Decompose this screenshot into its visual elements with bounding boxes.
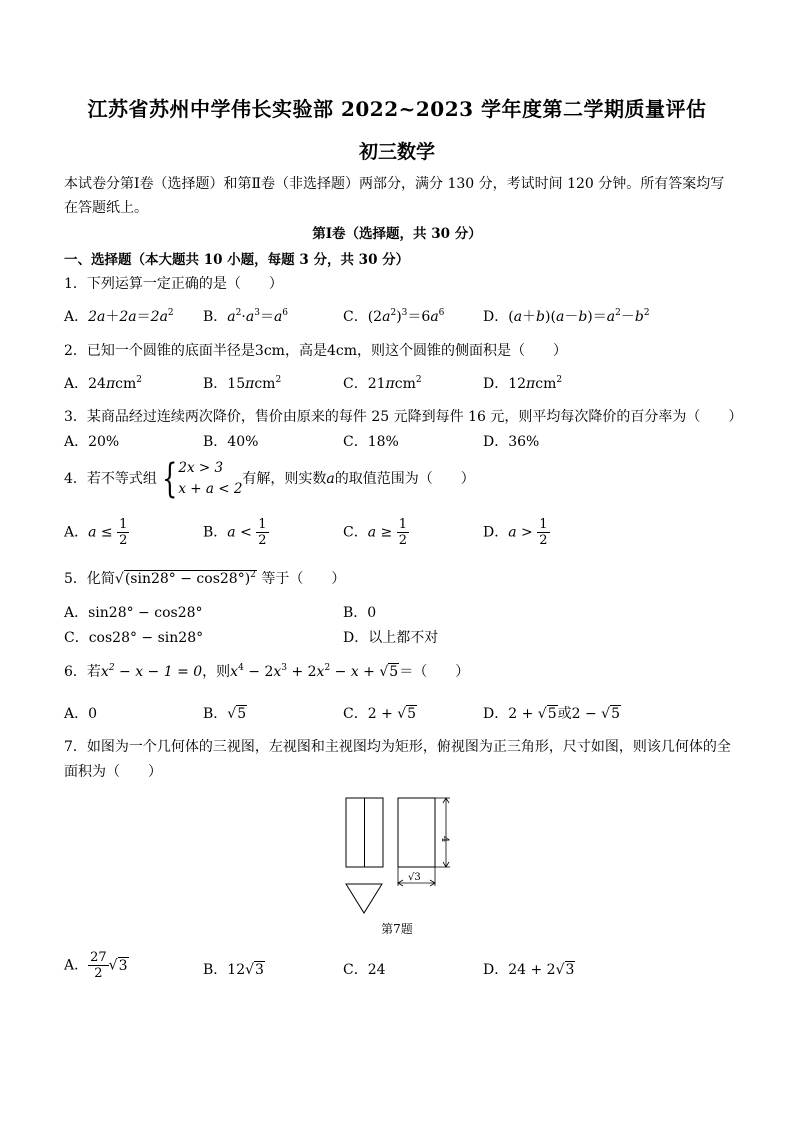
q5-option-d: D．以上都不对 [343,630,439,646]
q2-radius: 3cm [254,343,285,359]
front-view-rectangle [398,798,435,867]
q6-stem-part-c: ＝（ ） [399,664,470,680]
q2-stem-part-a: 2．已知一个圆锥的底面半径是 [64,343,255,359]
q4-stem-part-a: 4．若不等式组 [64,471,157,487]
width-label: √3 [408,872,421,883]
q5-option-c: C．cos28° − sin28° [64,630,204,646]
q1-option-a: A．$2a+2a=2a^2$ [64,308,174,325]
q4-option-a: A．a ≤ $\frac{1}{2}$ [64,517,128,548]
q5-stem-part-a: 5．化简 [64,571,115,587]
q3-option-c: C．18% [343,434,399,450]
question-6-options [64,703,764,727]
exam-title: 江苏省苏州中学伟长实验部 2022~2023 学年度第二学期质量评估 [87,97,707,121]
q4-option-c: C．a ≥ $\frac{1}{2}$ [343,517,407,548]
q1-option-d: D．$(a+b)(a-b)=a^2-b^2$ [483,308,650,325]
q4-variable: a [326,471,335,487]
question-4-stem [64,458,475,500]
q7-option-b: B．12√3 [203,962,264,978]
question-5-stem [64,568,345,588]
question-2-stem [64,340,567,360]
question-7-options [64,950,764,990]
question-3-options [64,431,764,455]
inequality-1: 2x > 3 [178,460,224,476]
inequality-2: x + a < 2 [178,481,243,497]
q2-height: 4cm [326,343,357,359]
question-6-stem [64,661,469,681]
q2-stem-part-c: ，则这个圆锥的侧面积是（ ） [356,343,567,359]
q1-option-c: C．$(2a^2)^3=6a^6$ [343,308,445,325]
q6-expression: $x^4 - 2x^3 + 2x^2 - x + √5$ [230,663,399,680]
q7-option-a: A． $\frac{27}{2}$ √3 [64,950,128,981]
question-2-options [64,373,764,397]
height-label: 4 [439,836,450,843]
question-5-options-row-2 [64,627,764,651]
q4-stem-part-b: 有解，则实数 [242,471,327,487]
q7-option-c: C．24 [343,962,386,978]
three-view-figure [330,790,470,920]
section-1-heading: 一、选择题（本大题共 10 小题，每题 3 分，共 30 分） [64,252,410,268]
exam-intro: 本试卷分第Ⅰ卷（选择题）和第Ⅱ卷（非选择题）两部分，满分 130 分，考试时间 120 分钟。所有答案均写在答题纸上。 [64,176,725,216]
q4-option-d: D．a > $\frac{1}{2}$ [483,517,548,548]
question-1-options [64,306,764,330]
q6-option-c: C．2 + √5 [343,706,417,722]
q1-option-b: B．$a^2\cdot a^3=a^6$ [203,308,289,325]
q5-stem-part-b: 等于（ ） [261,571,346,587]
q6-option-b: B．√5 [203,706,247,722]
q5-radical-expression: $√(\sin 28^\circ - \cos 28^\circ)^2$ [114,570,256,587]
q2-stem-part-b: ，高是 [284,343,327,359]
q6-equation: $x^2 - x - 1 = 0$ [100,663,203,680]
q6-stem-part-b: ，则 [202,664,231,680]
q4-stem-part-c: 的取值范围为（ ） [334,471,475,487]
q2-option-c: C．21πcm$^2$ [343,375,422,392]
question-7-stem-line-2: 面积为（ ） [64,764,162,780]
q6-stem-part-a: 6．若 [64,664,101,680]
question-5-options-row-1 [64,602,764,626]
question-4-options [64,517,764,557]
system-brace-icon: { [162,456,178,502]
inequality-system [178,458,242,500]
q6-option-a: A．0 [64,706,98,722]
q2-option-a: A．24πcm$^2$ [64,375,142,392]
exam-subtitle: 初三数学 [358,141,435,163]
q3-option-a: A．20% [64,434,120,450]
top-view-triangle [346,884,382,913]
q3-option-d: D．36% [483,434,540,450]
q2-option-b: B．15πcm$^2$ [203,375,282,392]
q3-option-b: B．40% [203,434,259,450]
part-1-heading: 第Ⅰ卷（选择题，共 30 分） [312,226,482,242]
question-3-stem: 3．某商品经过连续两次降价，售价由原来的每件 25 元降到每件 16 元，则平均每次降价的百分率为（ ） [64,409,743,425]
q5-option-b: B．0 [343,605,377,621]
q7-option-d: D．24 + 2√3 [483,962,575,978]
question-7-stem-line-1: 7．如图为一个几何体的三视图，左视图和主视图均为矩形，俯视图为正三角形，尺寸如图，则该几何体的全 [64,739,731,755]
q6-option-d: D．2 + √5或2 − √5 [483,706,620,722]
figure-7-caption: 第7题 [381,922,413,936]
question-1-stem: 1．下列运算一定正确的是（ ） [64,276,283,292]
q5-option-a: A．sin28° − cos28° [64,605,203,621]
q4-option-b: B．a < $\frac{1}{2}$ [203,517,267,548]
q2-option-d: D．12πcm$^2$ [483,375,563,392]
